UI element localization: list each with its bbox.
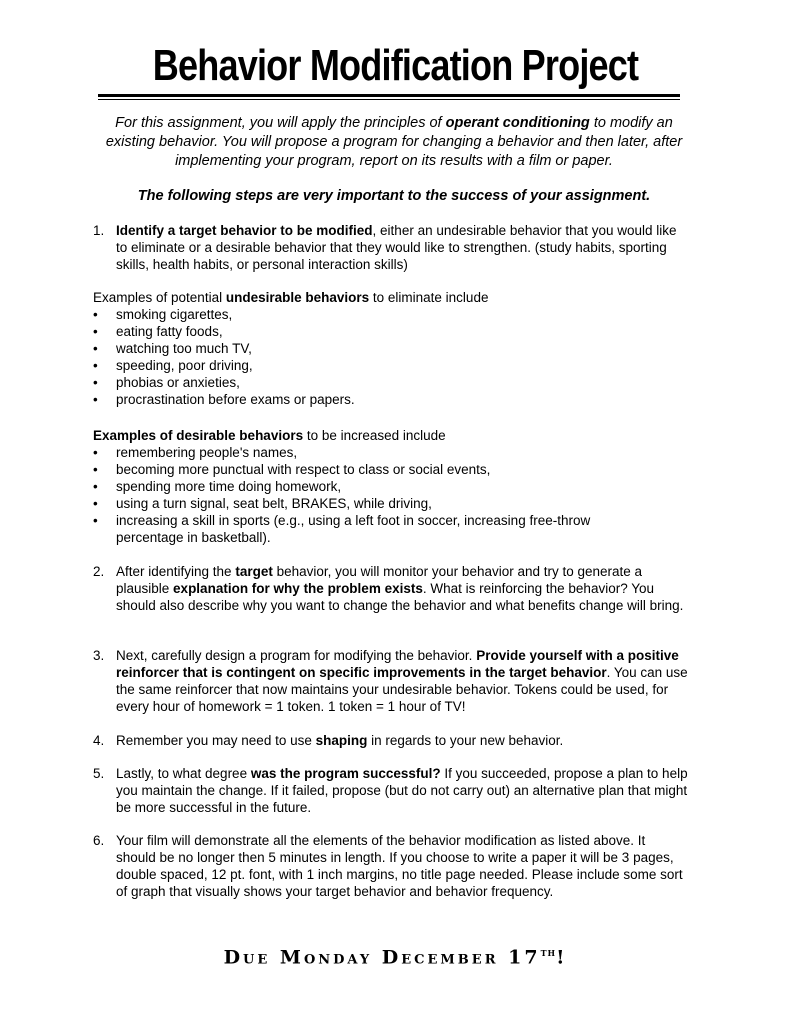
- desirable-intro: [93, 427, 693, 444]
- step-5-text-b: If you succeeded, propose a plan to help you maintain the change. If it failed, propose (but do not carry out) an alternative plan that might be more successful in the future.: [116, 766, 688, 815]
- step-6-text: Your film will demonstrate all the elements of the behavior modification as listed above. It should be no longer then 5 minutes in length. If you choose to write a paper it will be 3 pages, double spaced, 12 pt. font, with 1 inch margins, no title page needed. Please include some sort of graph that visually shows your target behavior and behavior frequency.: [116, 833, 683, 899]
- bullet-icon: •: [93, 358, 98, 373]
- bullet-icon: •: [93, 462, 98, 477]
- undesirable-section: [93, 289, 693, 408]
- step-1: [93, 222, 693, 273]
- due-date-text: Due Monday December 17: [223, 946, 541, 969]
- list-item-text: increasing a skill in sports (e.g., using a left foot in soccer, increasing free-throw percentage in basketball).: [116, 513, 591, 545]
- step-1-text: , either an undesirable behavior that you would like to eliminate or a desirable behavior that they would like to strengthen. (study habits, sporting skills, health habits, or personal interaction skills): [116, 223, 677, 272]
- desirable-intro-tail: to be increased include: [303, 428, 446, 443]
- step-3-bold: Provide yourself with a positive reinforcer that is contingent on specific improvements in the target behavior: [116, 648, 679, 680]
- undesirable-intro-text: Examples of potential: [93, 290, 226, 305]
- due-date: [0, 946, 791, 968]
- step-2-bold-a: target: [235, 564, 273, 579]
- step-6-number: 6.: [93, 833, 105, 848]
- step-3-text-a: Next, carefully design a program for modifying the behavior.: [116, 648, 477, 663]
- list-item: [93, 357, 693, 374]
- list-item-text: smoking cigarettes,: [116, 307, 233, 322]
- list-item-text: remembering people's names,: [116, 445, 298, 460]
- step-2-text-b: behavior, you will monitor your behavior and try to generate a plausible: [116, 564, 643, 596]
- step-3-text-b: . You can use the same reinforcer that now maintains your undesirable behavior. Tokens could be used, for every hour of homework = 1 token. 1 token = 1 hour of TV!: [116, 665, 688, 714]
- desirable-intro-bold: Examples of desirable behaviors: [93, 428, 304, 443]
- step-4-text-b: in regards to your new behavior.: [367, 733, 564, 748]
- step-3: [93, 647, 693, 715]
- step-4-number: 4.: [93, 733, 105, 748]
- list-item: [93, 512, 656, 546]
- list-item-text: phobias or anxieties,: [116, 375, 240, 390]
- step-2: [93, 563, 693, 614]
- intro-text-1: For this assignment, you will apply the principles of: [115, 115, 446, 131]
- undesirable-list: [93, 306, 693, 408]
- list-item: [93, 306, 693, 323]
- bullet-icon: •: [93, 307, 98, 322]
- step-5: [93, 765, 693, 816]
- list-item-text: eating fatty foods,: [116, 324, 223, 339]
- undesirable-intro-bold: undesirable behaviors: [225, 290, 370, 305]
- title-rule-thin: [98, 99, 680, 100]
- list-item: [93, 340, 693, 357]
- due-date-exclaim: !: [556, 946, 568, 969]
- list-item: [93, 323, 693, 340]
- title-rule-thick: [98, 94, 680, 97]
- list-item: [93, 461, 693, 478]
- list-item-text: spending more time doing homework,: [116, 479, 342, 494]
- intro-text-2: to modify an existing behavior. You will propose a program for changing a behavior and then later, after implementing your program, report on its results with a film or paper.: [105, 115, 683, 169]
- step-6: [93, 832, 693, 900]
- intro-bold-term: operant conditioning: [445, 115, 590, 131]
- step-5-number: 5.: [93, 766, 105, 781]
- list-item-text: speeding, poor driving,: [116, 358, 253, 373]
- undesirable-intro: [93, 289, 693, 306]
- step-5-bold: was the program successful?: [250, 766, 441, 781]
- step-3-number: 3.: [93, 648, 105, 663]
- list-item-text: becoming more punctual with respect to class or social events,: [116, 462, 491, 477]
- undesirable-intro-tail: to eliminate include: [369, 290, 489, 305]
- desirable-list: [93, 444, 693, 546]
- list-item-text: procrastination before exams or papers.: [116, 392, 355, 407]
- step-4-bold: shaping: [315, 733, 368, 748]
- bullet-icon: •: [93, 341, 98, 356]
- step-1-bold: Identify a target behavior to be modified: [116, 223, 373, 238]
- bullet-icon: •: [93, 375, 98, 390]
- intro-paragraph: [96, 114, 692, 171]
- due-date-suffix: th: [540, 946, 557, 959]
- list-item-text: watching too much TV,: [116, 341, 252, 356]
- list-item: [93, 391, 693, 408]
- step-2-text-c: . What is reinforcing the behavior? You should also describe why you want to change the behavior and what benefits change will bring.: [116, 581, 684, 613]
- bullet-icon: •: [93, 479, 98, 494]
- list-item: [93, 374, 693, 391]
- step-1-number: 1.: [93, 223, 105, 238]
- step-4-text-a: Remember you may need to use: [116, 733, 316, 748]
- page-title: Behavior Modification Project: [152, 41, 639, 90]
- desirable-section: [93, 427, 693, 546]
- bullet-icon: •: [93, 496, 98, 511]
- list-item-text: using a turn signal, seat belt, BRAKES, while driving,: [116, 496, 432, 511]
- steps-heading: The following steps are very important to the success of your assignment.: [137, 188, 651, 204]
- step-4: [93, 732, 693, 749]
- step-2-bold-b: explanation for why the problem exists: [173, 581, 423, 596]
- bullet-icon: •: [93, 445, 98, 460]
- step-2-text-a: After identifying the: [116, 564, 236, 579]
- list-item: [93, 495, 693, 512]
- bullet-icon: •: [93, 324, 98, 339]
- bullet-icon: •: [93, 392, 98, 407]
- step-5-text-a: Lastly, to what degree: [116, 766, 251, 781]
- list-item: [93, 478, 693, 495]
- list-item: [93, 444, 693, 461]
- step-2-number: 2.: [93, 564, 105, 579]
- bullet-icon: •: [93, 513, 98, 528]
